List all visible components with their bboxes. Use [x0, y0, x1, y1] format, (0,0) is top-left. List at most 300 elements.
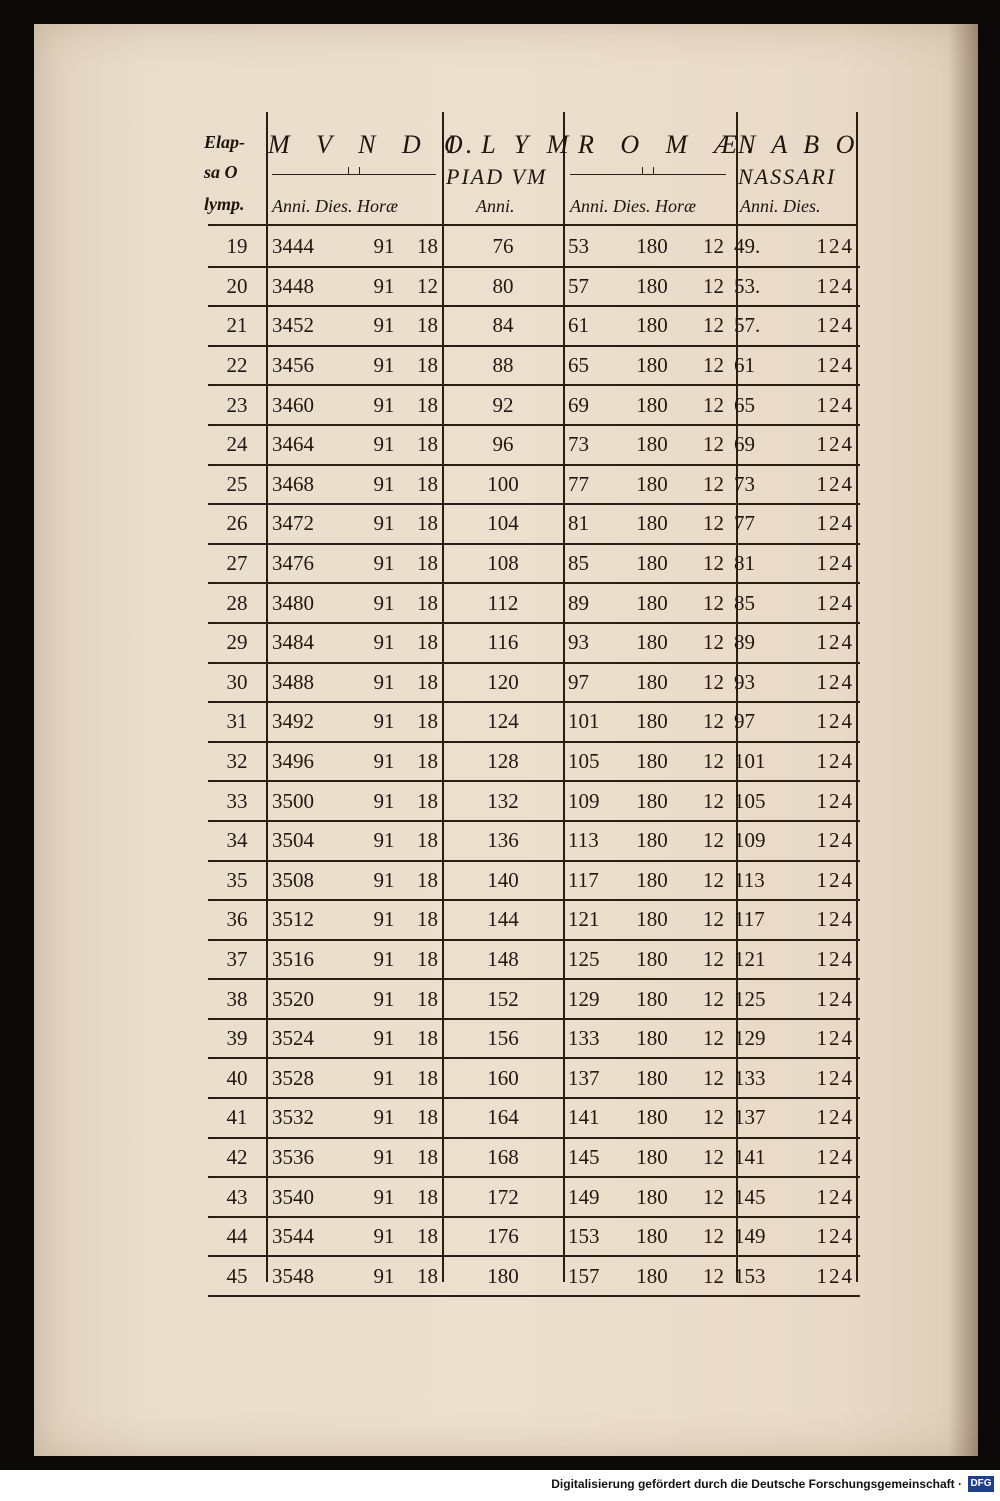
cell-nabonassari-dies: 124 — [794, 306, 860, 346]
cell-mundi-anni: 3460 — [266, 385, 362, 425]
header-mundi-brace — [272, 174, 436, 189]
table-header — [200, 128, 860, 228]
cell-romae-horae: 12 — [684, 940, 728, 980]
table-row — [208, 583, 860, 623]
cell-mundi-horae: 18 — [406, 702, 444, 742]
cell-elapsed: 29 — [208, 623, 266, 663]
cell-nabonassari-dies: 124 — [794, 663, 860, 703]
cell-romae-horae: 12 — [684, 702, 728, 742]
table-row — [208, 1217, 860, 1257]
cell-nabonassari-anni: 113 — [728, 861, 794, 901]
cell-mundi-anni: 3516 — [266, 940, 362, 980]
cell-mundi-horae: 18 — [406, 623, 444, 663]
header-mundi-sub: Anni. Dies. Horæ — [272, 196, 398, 216]
cell-elapsed: 34 — [208, 821, 266, 861]
cell-romae-horae: 12 — [684, 979, 728, 1019]
cell-olympiadum-anni: 132 — [444, 781, 562, 821]
cell-mundi-dies: 91 — [362, 1019, 406, 1059]
cell-mundi-anni: 3492 — [266, 702, 362, 742]
cell-romae-horae: 12 — [684, 1138, 728, 1178]
cell-romae-horae: 12 — [684, 663, 728, 703]
cell-romae-horae: 12 — [684, 1098, 728, 1138]
header-nabonassari-sub: Anni. Dies. — [740, 196, 821, 216]
cell-mundi-horae: 18 — [406, 346, 444, 386]
cell-romae-anni: 129 — [562, 979, 620, 1019]
cell-olympiadum-anni: 144 — [444, 900, 562, 940]
cell-mundi-horae: 18 — [406, 583, 444, 623]
cell-nabonassari-dies: 124 — [794, 861, 860, 901]
cell-romae-anni: 133 — [562, 1019, 620, 1059]
cell-mundi-anni: 3444 — [266, 228, 362, 267]
cell-mundi-dies: 91 — [362, 228, 406, 267]
cell-nabonassari-dies: 124 — [794, 979, 860, 1019]
cell-olympiadum-anni: 100 — [444, 465, 562, 505]
cell-romae-anni: 121 — [562, 900, 620, 940]
cell-romae-dies: 180 — [620, 346, 684, 386]
cell-mundi-horae: 18 — [406, 544, 444, 584]
cell-olympiadum-anni: 140 — [444, 861, 562, 901]
cell-romae-dies: 180 — [620, 861, 684, 901]
cell-elapsed: 36 — [208, 900, 266, 940]
table-row — [208, 425, 860, 465]
cell-mundi-dies: 91 — [362, 663, 406, 703]
cell-olympiadum-anni: 76 — [444, 228, 562, 267]
table-row — [208, 1138, 860, 1178]
cell-romae-horae: 12 — [684, 1177, 728, 1217]
table-row — [208, 1098, 860, 1138]
cell-romae-anni: 69 — [562, 385, 620, 425]
cell-mundi-anni: 3536 — [266, 1138, 362, 1178]
cell-mundi-anni: 3484 — [266, 623, 362, 663]
cell-romae-anni: 57 — [562, 267, 620, 307]
cell-romae-anni: 153 — [562, 1217, 620, 1257]
cell-mundi-dies: 91 — [362, 385, 406, 425]
cell-olympiadum-anni: 124 — [444, 702, 562, 742]
cell-mundi-horae: 18 — [406, 900, 444, 940]
cell-romae-anni: 125 — [562, 940, 620, 980]
table-row — [208, 465, 860, 505]
cell-nabonassari-anni: 77 — [728, 504, 794, 544]
table-row — [208, 742, 860, 782]
cell-mundi-anni: 3532 — [266, 1098, 362, 1138]
cell-mundi-anni: 3548 — [266, 1256, 362, 1296]
cell-nabonassari-anni: 73 — [728, 465, 794, 505]
cell-mundi-horae: 18 — [406, 781, 444, 821]
cell-mundi-dies: 91 — [362, 465, 406, 505]
cell-mundi-horae: 18 — [406, 1256, 444, 1296]
cell-romae-horae: 12 — [684, 1058, 728, 1098]
cell-romae-anni: 105 — [562, 742, 620, 782]
cell-mundi-horae: 18 — [406, 1138, 444, 1178]
cell-olympiadum-anni: 168 — [444, 1138, 562, 1178]
cell-romae-dies: 180 — [620, 465, 684, 505]
cell-romae-anni: 101 — [562, 702, 620, 742]
cell-elapsed: 21 — [208, 306, 266, 346]
table-row — [208, 385, 860, 425]
cell-nabonassari-anni: 89 — [728, 623, 794, 663]
cell-romae-dies: 180 — [620, 1019, 684, 1059]
cell-mundi-anni: 3528 — [266, 1058, 362, 1098]
cell-mundi-anni: 3488 — [266, 663, 362, 703]
cell-romae-anni: 97 — [562, 663, 620, 703]
table-row — [208, 940, 860, 980]
cell-nabonassari-anni: 105 — [728, 781, 794, 821]
header-olympiadum-line1: O L Y M — [444, 130, 575, 159]
cell-nabonassari-anni: 117 — [728, 900, 794, 940]
cell-romae-horae: 12 — [684, 504, 728, 544]
cell-nabonassari-anni: 125 — [728, 979, 794, 1019]
cell-nabonassari-dies: 124 — [794, 1177, 860, 1217]
cell-nabonassari-dies: 124 — [794, 1138, 860, 1178]
cell-mundi-horae: 18 — [406, 1058, 444, 1098]
table-body — [208, 228, 860, 1296]
header-mundi: M V N D I. — [268, 130, 483, 159]
cell-romae-anni: 53 — [562, 228, 620, 267]
cell-romae-horae: 12 — [684, 742, 728, 782]
cell-romae-dies: 180 — [620, 425, 684, 465]
cell-nabonassari-anni: 141 — [728, 1138, 794, 1178]
cell-nabonassari-dies: 124 — [794, 385, 860, 425]
cell-mundi-dies: 91 — [362, 979, 406, 1019]
cell-romae-horae: 12 — [684, 544, 728, 584]
cell-romae-dies: 180 — [620, 900, 684, 940]
cell-nabonassari-dies: 124 — [794, 583, 860, 623]
cell-mundi-dies: 91 — [362, 267, 406, 307]
cell-romae-anni: 157 — [562, 1256, 620, 1296]
cell-nabonassari-anni: 109 — [728, 821, 794, 861]
table-row — [208, 861, 860, 901]
cell-elapsed: 37 — [208, 940, 266, 980]
table-row — [208, 228, 860, 267]
cell-mundi-dies: 91 — [362, 544, 406, 584]
table-row — [208, 504, 860, 544]
cell-mundi-dies: 91 — [362, 742, 406, 782]
cell-nabonassari-anni: 69 — [728, 425, 794, 465]
cell-nabonassari-dies: 124 — [794, 742, 860, 782]
cell-romae-dies: 180 — [620, 781, 684, 821]
table-row — [208, 306, 860, 346]
table-row — [208, 267, 860, 307]
page-gutter-shadow — [948, 24, 978, 1456]
cell-romae-horae: 12 — [684, 900, 728, 940]
cell-mundi-dies: 91 — [362, 900, 406, 940]
cell-olympiadum-anni: 160 — [444, 1058, 562, 1098]
cell-mundi-dies: 91 — [362, 1256, 406, 1296]
cell-mundi-anni: 3480 — [266, 583, 362, 623]
cell-elapsed: 28 — [208, 583, 266, 623]
cell-romae-anni: 65 — [562, 346, 620, 386]
header-olympiadum-line2: PIAD VM — [446, 164, 548, 189]
cell-mundi-anni: 3524 — [266, 1019, 362, 1059]
cell-nabonassari-anni: 137 — [728, 1098, 794, 1138]
cell-mundi-dies: 91 — [362, 940, 406, 980]
cell-nabonassari-anni: 145 — [728, 1177, 794, 1217]
cell-olympiadum-anni: 104 — [444, 504, 562, 544]
cell-olympiadum-anni: 156 — [444, 1019, 562, 1059]
cell-romae-dies: 180 — [620, 702, 684, 742]
cell-mundi-horae: 18 — [406, 663, 444, 703]
cell-mundi-anni: 3464 — [266, 425, 362, 465]
cell-mundi-anni: 3500 — [266, 781, 362, 821]
cell-nabonassari-anni: 97 — [728, 702, 794, 742]
footer-credit: Digitalisierung gefördert durch die Deutsche Forschungsgemeinschaft · — [551, 1477, 962, 1491]
cell-elapsed: 42 — [208, 1138, 266, 1178]
cell-romae-anni: 137 — [562, 1058, 620, 1098]
cell-mundi-horae: 18 — [406, 1177, 444, 1217]
cell-olympiadum-anni: 148 — [444, 940, 562, 980]
cell-nabonassari-anni: 93 — [728, 663, 794, 703]
cell-nabonassari-dies: 124 — [794, 781, 860, 821]
cell-olympiadum-anni: 108 — [444, 544, 562, 584]
cell-romae-dies: 180 — [620, 504, 684, 544]
cell-romae-anni: 85 — [562, 544, 620, 584]
cell-nabonassari-dies: 124 — [794, 1098, 860, 1138]
table-row — [208, 900, 860, 940]
cell-mundi-horae: 18 — [406, 228, 444, 267]
cell-romae-horae: 12 — [684, 623, 728, 663]
cell-nabonassari-anni: 61 — [728, 346, 794, 386]
cell-mundi-dies: 91 — [362, 623, 406, 663]
cell-mundi-dies: 91 — [362, 306, 406, 346]
cell-mundi-horae: 18 — [406, 1098, 444, 1138]
cell-romae-dies: 180 — [620, 742, 684, 782]
cell-elapsed: 44 — [208, 1217, 266, 1257]
cell-romae-anni: 117 — [562, 861, 620, 901]
table-row — [208, 781, 860, 821]
cell-elapsed: 33 — [208, 781, 266, 821]
cell-olympiadum-anni: 80 — [444, 267, 562, 307]
cell-elapsed: 22 — [208, 346, 266, 386]
cell-romae-anni: 145 — [562, 1138, 620, 1178]
cell-olympiadum-anni: 176 — [444, 1217, 562, 1257]
table-row — [208, 346, 860, 386]
cell-mundi-horae: 18 — [406, 979, 444, 1019]
cell-romae-anni: 81 — [562, 504, 620, 544]
cell-elapsed: 32 — [208, 742, 266, 782]
cell-olympiadum-anni: 116 — [444, 623, 562, 663]
cell-romae-anni: 89 — [562, 583, 620, 623]
cell-nabonassari-anni: 121 — [728, 940, 794, 980]
cell-romae-dies: 180 — [620, 821, 684, 861]
cell-elapsed: 19 — [208, 228, 266, 267]
cell-mundi-horae: 18 — [406, 742, 444, 782]
cell-romae-horae: 12 — [684, 425, 728, 465]
cell-elapsed: 26 — [208, 504, 266, 544]
cell-nabonassari-anni: 65 — [728, 385, 794, 425]
cell-nabonassari-dies: 124 — [794, 425, 860, 465]
cell-olympiadum-anni: 136 — [444, 821, 562, 861]
cell-mundi-anni: 3512 — [266, 900, 362, 940]
cell-romae-horae: 12 — [684, 821, 728, 861]
cell-mundi-dies: 91 — [362, 1217, 406, 1257]
cell-olympiadum-anni: 180 — [444, 1256, 562, 1296]
cell-mundi-dies: 91 — [362, 1138, 406, 1178]
cell-nabonassari-dies: 124 — [794, 900, 860, 940]
table-row — [208, 702, 860, 742]
cell-romae-horae: 12 — [684, 346, 728, 386]
cell-romae-horae: 12 — [684, 1019, 728, 1059]
cell-nabonassari-anni: 133 — [728, 1058, 794, 1098]
cell-mundi-horae: 18 — [406, 385, 444, 425]
cell-nabonassari-anni: 149 — [728, 1217, 794, 1257]
table-row — [208, 1256, 860, 1296]
dfg-logo-icon: DFG — [968, 1476, 994, 1492]
cell-romae-dies: 180 — [620, 623, 684, 663]
cell-mundi-dies: 91 — [362, 1177, 406, 1217]
cell-mundi-dies: 91 — [362, 425, 406, 465]
cell-elapsed: 24 — [208, 425, 266, 465]
cell-elapsed: 45 — [208, 1256, 266, 1296]
cell-mundi-horae: 18 — [406, 465, 444, 505]
cell-romae-dies: 180 — [620, 1138, 684, 1178]
cell-nabonassari-dies: 124 — [794, 702, 860, 742]
cell-romae-anni: 109 — [562, 781, 620, 821]
cell-romae-dies: 180 — [620, 1217, 684, 1257]
cell-mundi-anni: 3544 — [266, 1217, 362, 1257]
header-elapsed-line2: sa O — [204, 162, 238, 182]
cell-romae-dies: 180 — [620, 940, 684, 980]
cell-romae-dies: 180 — [620, 228, 684, 267]
cell-olympiadum-anni: 112 — [444, 583, 562, 623]
cell-mundi-anni: 3496 — [266, 742, 362, 782]
cell-elapsed: 23 — [208, 385, 266, 425]
cell-romae-horae: 12 — [684, 861, 728, 901]
cell-romae-anni: 93 — [562, 623, 620, 663]
cell-elapsed: 35 — [208, 861, 266, 901]
cell-mundi-anni: 3456 — [266, 346, 362, 386]
cell-nabonassari-dies: 124 — [794, 228, 860, 267]
cell-elapsed: 20 — [208, 267, 266, 307]
cell-mundi-anni: 3520 — [266, 979, 362, 1019]
cell-romae-horae: 12 — [684, 385, 728, 425]
cell-romae-horae: 12 — [684, 267, 728, 307]
cell-olympiadum-anni: 88 — [444, 346, 562, 386]
header-romae-sub: Anni. Dies. Horæ — [570, 196, 696, 216]
cell-mundi-dies: 91 — [362, 583, 406, 623]
cell-nabonassari-dies: 124 — [794, 1217, 860, 1257]
cell-elapsed: 27 — [208, 544, 266, 584]
cell-mundi-horae: 18 — [406, 861, 444, 901]
cell-romae-dies: 180 — [620, 663, 684, 703]
cell-mundi-horae: 12 — [406, 267, 444, 307]
cell-mundi-horae: 18 — [406, 1019, 444, 1059]
cell-mundi-anni: 3472 — [266, 504, 362, 544]
cell-nabonassari-anni: 57. — [728, 306, 794, 346]
header-nabonassari-line2: NASSARI — [738, 164, 837, 189]
cell-nabonassari-anni: 85 — [728, 583, 794, 623]
header-romae: R O M Æ. — [578, 130, 764, 159]
cell-mundi-anni: 3468 — [266, 465, 362, 505]
cell-elapsed: 30 — [208, 663, 266, 703]
cell-mundi-horae: 18 — [406, 425, 444, 465]
footer-bar — [0, 1470, 1000, 1501]
cell-mundi-dies: 91 — [362, 1058, 406, 1098]
cell-nabonassari-dies: 124 — [794, 1256, 860, 1296]
cell-romae-horae: 12 — [684, 583, 728, 623]
cell-olympiadum-anni: 152 — [444, 979, 562, 1019]
cell-romae-dies: 180 — [620, 544, 684, 584]
table-row — [208, 821, 860, 861]
cell-nabonassari-dies: 124 — [794, 504, 860, 544]
cell-mundi-horae: 18 — [406, 504, 444, 544]
cell-elapsed: 43 — [208, 1177, 266, 1217]
cell-romae-dies: 180 — [620, 1177, 684, 1217]
header-elapsed-line3: lymp. — [204, 194, 245, 214]
cell-romae-dies: 180 — [620, 306, 684, 346]
cell-nabonassari-dies: 124 — [794, 544, 860, 584]
table-row — [208, 1177, 860, 1217]
cell-mundi-horae: 18 — [406, 306, 444, 346]
cell-romae-horae: 12 — [684, 306, 728, 346]
cell-olympiadum-anni: 128 — [444, 742, 562, 782]
cell-olympiadum-anni: 120 — [444, 663, 562, 703]
cell-elapsed: 25 — [208, 465, 266, 505]
cell-olympiadum-anni: 164 — [444, 1098, 562, 1138]
cell-romae-dies: 180 — [620, 1256, 684, 1296]
cell-nabonassari-dies: 124 — [794, 821, 860, 861]
cell-nabonassari-dies: 124 — [794, 346, 860, 386]
cell-nabonassari-anni: 49. — [728, 228, 794, 267]
cell-mundi-dies: 91 — [362, 346, 406, 386]
cell-mundi-dies: 91 — [362, 861, 406, 901]
cell-nabonassari-dies: 124 — [794, 1058, 860, 1098]
chronology-table — [208, 228, 860, 1297]
cell-mundi-anni: 3508 — [266, 861, 362, 901]
cell-mundi-dies: 91 — [362, 504, 406, 544]
cell-nabonassari-dies: 124 — [794, 465, 860, 505]
cell-mundi-anni: 3452 — [266, 306, 362, 346]
cell-mundi-anni: 3476 — [266, 544, 362, 584]
table-row — [208, 1058, 860, 1098]
cell-nabonassari-anni: 81 — [728, 544, 794, 584]
cell-romae-dies: 180 — [620, 583, 684, 623]
cell-romae-anni: 61 — [562, 306, 620, 346]
cell-romae-horae: 12 — [684, 465, 728, 505]
cell-elapsed: 40 — [208, 1058, 266, 1098]
cell-mundi-dies: 91 — [362, 1098, 406, 1138]
header-nabonassari-line1: N A B O — [738, 130, 860, 159]
cell-romae-anni: 77 — [562, 465, 620, 505]
cell-mundi-horae: 18 — [406, 1217, 444, 1257]
cell-nabonassari-anni: 153 — [728, 1256, 794, 1296]
cell-mundi-horae: 18 — [406, 940, 444, 980]
cell-olympiadum-anni: 84 — [444, 306, 562, 346]
cell-mundi-dies: 91 — [362, 702, 406, 742]
cell-romae-dies: 180 — [620, 1098, 684, 1138]
header-romae-brace — [570, 174, 726, 189]
table-row — [208, 623, 860, 663]
cell-nabonassari-anni: 129 — [728, 1019, 794, 1059]
cell-romae-dies: 180 — [620, 979, 684, 1019]
cell-nabonassari-anni: 101 — [728, 742, 794, 782]
cell-nabonassari-dies: 124 — [794, 623, 860, 663]
cell-nabonassari-dies: 124 — [794, 267, 860, 307]
cell-mundi-anni: 3540 — [266, 1177, 362, 1217]
header-olympiadum-sub: Anni. — [476, 196, 515, 216]
cell-olympiadum-anni: 92 — [444, 385, 562, 425]
cell-olympiadum-anni: 96 — [444, 425, 562, 465]
table-row — [208, 1019, 860, 1059]
cell-nabonassari-dies: 124 — [794, 1019, 860, 1059]
cell-mundi-anni: 3448 — [266, 267, 362, 307]
cell-olympiadum-anni: 172 — [444, 1177, 562, 1217]
cell-romae-anni: 141 — [562, 1098, 620, 1138]
header-rule — [208, 224, 856, 226]
cell-romae-horae: 12 — [684, 1256, 728, 1296]
cell-nabonassari-anni: 53. — [728, 267, 794, 307]
cell-romae-horae: 12 — [684, 1217, 728, 1257]
cell-romae-dies: 180 — [620, 267, 684, 307]
